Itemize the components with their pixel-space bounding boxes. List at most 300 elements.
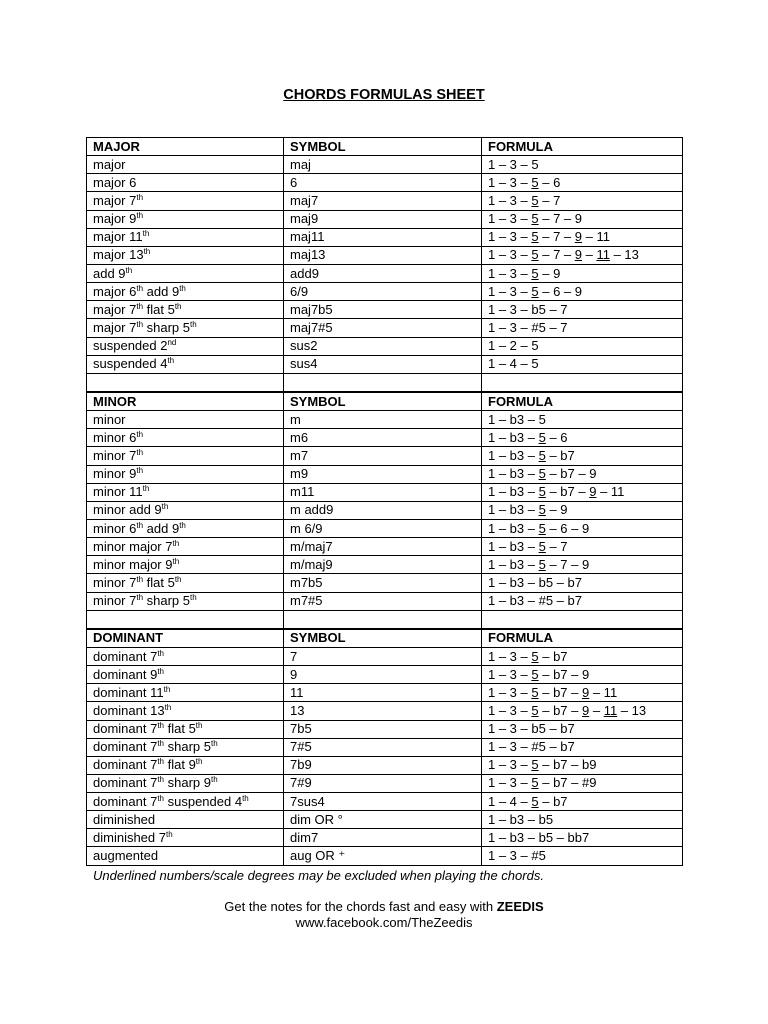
symbol-cell: m 6/9 — [284, 519, 482, 537]
formula-cell — [482, 429, 683, 447]
symbol-cell: m9 — [284, 465, 482, 483]
promo-text: Get the notes for the chords fast and easy with — [224, 899, 497, 914]
chord-column-header: MAJOR — [87, 138, 284, 156]
formula-cell — [482, 756, 683, 774]
formula-text: 1 – b3 – — [488, 484, 539, 500]
symbol-cell: m7 — [284, 447, 482, 465]
formula-text: 1 – 3 – #5 — [488, 848, 546, 864]
chord-name-text: major 13 — [93, 247, 144, 263]
chord-name-text: dominant 9 — [93, 666, 158, 682]
chord-name-text: major 7 — [93, 319, 137, 335]
formula-text: 1 – 3 – — [488, 265, 532, 281]
table-row — [87, 483, 683, 501]
formula-text: – 9 — [545, 502, 568, 518]
section-header-row — [87, 392, 683, 411]
table-row — [87, 574, 683, 592]
chord-name-cell — [87, 210, 284, 228]
ordinal-suffix: th — [163, 684, 171, 694]
chord-name-text: minor major 7 — [93, 538, 173, 554]
ordinal-suffix: th — [157, 648, 164, 658]
symbol-cell: sus2 — [284, 337, 482, 355]
formula-cell — [482, 264, 683, 282]
chord-column-header: MINOR — [87, 392, 284, 411]
formula-text: 1 – b3 – — [488, 502, 539, 518]
chord-name-text: minor — [93, 411, 126, 427]
empty-cell — [482, 610, 683, 629]
chord-name-text: diminished — [93, 811, 156, 827]
symbol-cell: maj9 — [284, 210, 482, 228]
formula-text: 1 – 3 – 5 — [488, 156, 539, 172]
table-row — [87, 429, 683, 447]
symbol-cell: maj7 — [284, 192, 482, 210]
empty-cell — [87, 610, 284, 629]
formula-text: 1 – 3 – #5 – 7 — [488, 319, 568, 335]
chord-name-text: dominant 11 — [93, 684, 164, 700]
table-row — [87, 411, 683, 429]
symbol-column-header: SYMBOL — [284, 392, 482, 411]
formula-cell — [482, 156, 683, 174]
formula-cell — [482, 301, 683, 319]
formula-text: 1 – 3 – — [488, 229, 532, 245]
symbol-cell: maj7#5 — [284, 319, 482, 337]
optional-degree: 5 — [531, 684, 539, 700]
ordinal-suffix: th — [136, 574, 144, 584]
formula-text: 1 – b3 – b5 – b7 — [488, 574, 582, 590]
formula-cell — [482, 337, 683, 355]
symbol-cell: m — [284, 411, 482, 429]
formula-text: – b7 – — [545, 484, 590, 500]
table-row — [87, 756, 683, 774]
table-row — [87, 192, 683, 210]
ordinal-suffix: th — [136, 447, 144, 457]
formula-cell — [482, 483, 683, 501]
symbol-cell: 6 — [284, 174, 482, 192]
formula-text: – b7 – 9 — [545, 466, 597, 482]
ordinal-suffix: th — [179, 283, 186, 293]
ordinal-suffix: th — [190, 593, 197, 603]
formula-text: – 6 — [538, 174, 561, 190]
chord-name-cell — [87, 174, 284, 192]
formula-text: – b7 – #9 — [538, 775, 597, 791]
formula-cell — [482, 283, 683, 301]
symbol-column-header: SYMBOL — [284, 138, 482, 156]
ordinal-suffix: th — [179, 520, 186, 530]
optional-degree: 5 — [531, 757, 539, 773]
formula-text: 1 – b3 – — [488, 556, 539, 572]
chord-name-cell — [87, 756, 284, 774]
ordinal-suffix: th — [157, 721, 164, 731]
formula-cell — [482, 355, 683, 373]
formula-text: – b7 — [538, 648, 568, 664]
chord-name-text: suspended 4 — [164, 793, 243, 809]
formula-column-header: FORMULA — [482, 392, 683, 411]
formula-cell — [482, 228, 683, 246]
formula-text: – 11 — [596, 484, 625, 500]
formula-text: 1 – b3 – — [488, 429, 539, 445]
ordinal-suffix: th — [125, 265, 133, 275]
ordinal-suffix: th — [157, 775, 164, 785]
ordinal-suffix: th — [210, 739, 218, 749]
formula-text: 1 – 3 – — [488, 174, 532, 190]
table-row — [87, 264, 683, 282]
formula-cell — [482, 574, 683, 592]
table-row — [87, 720, 683, 738]
chord-name-cell — [87, 811, 284, 829]
ordinal-suffix: th — [157, 739, 164, 749]
chord-name-text: add 9 — [93, 265, 126, 281]
chord-name-cell — [87, 283, 284, 301]
chord-name-cell — [87, 228, 284, 246]
chord-name-text: sharp 5 — [143, 593, 191, 609]
optional-degree: 5 — [531, 702, 539, 718]
chord-name-text: augmented — [93, 848, 159, 864]
chord-name-cell — [87, 483, 284, 501]
chord-name-cell — [87, 447, 284, 465]
formula-text: 1 – 3 – — [488, 283, 532, 299]
chord-name-cell — [87, 465, 284, 483]
formula-text: 1 – b3 – 5 — [488, 411, 546, 427]
ordinal-suffix: th — [142, 229, 150, 239]
ordinal-suffix: th — [174, 574, 182, 584]
ordinal-suffix: th — [195, 721, 203, 731]
chord-name-text: minor add 9 — [93, 502, 162, 518]
ordinal-suffix: th — [136, 211, 144, 221]
optional-degree: 5 — [531, 666, 539, 682]
table-row — [87, 301, 683, 319]
symbol-cell: 7b5 — [284, 720, 482, 738]
symbol-cell: dim OR ° — [284, 811, 482, 829]
formula-text: 1 – 3 – — [488, 684, 532, 700]
ordinal-suffix: th — [143, 247, 151, 257]
chord-name-text: dominant 7 — [93, 793, 158, 809]
symbol-cell: m7#5 — [284, 592, 482, 610]
chord-name-text: major 6 — [93, 283, 137, 299]
promo-line — [0, 899, 768, 915]
table-row — [87, 684, 683, 702]
symbol-cell: sus4 — [284, 355, 482, 373]
chord-name-cell — [87, 519, 284, 537]
chord-name-text: dominant 13 — [93, 702, 165, 718]
formula-text: – 7 – — [538, 247, 575, 263]
formula-text: – b7 – — [538, 684, 582, 700]
chord-name-cell — [87, 684, 284, 702]
chord-name-text: suspended 2 — [93, 338, 168, 354]
chord-name-text: minor 7 — [93, 574, 137, 590]
formula-cell — [482, 647, 683, 665]
formula-cell — [482, 720, 683, 738]
formula-text: – 11 — [589, 684, 618, 700]
formula-text: 1 – 3 – b5 – 7 — [488, 301, 568, 317]
formula-text: – 13 — [617, 702, 647, 718]
chord-name-text: dominant 7 — [93, 739, 158, 755]
formula-cell — [482, 829, 683, 847]
ordinal-suffix: th — [195, 757, 203, 767]
formula-column-header: FORMULA — [482, 138, 683, 156]
ordinal-suffix: th — [172, 556, 180, 566]
ordinal-suffix: th — [157, 757, 164, 767]
chord-name-cell — [87, 264, 284, 282]
chord-name-cell — [87, 720, 284, 738]
chord-name-text: major 7 — [93, 301, 137, 317]
formula-cell — [482, 538, 683, 556]
formula-cell — [482, 447, 683, 465]
empty-cell — [87, 373, 284, 392]
table-row — [87, 319, 683, 337]
symbol-cell: 13 — [284, 702, 482, 720]
formula-text: 1 – 3 – — [488, 702, 532, 718]
formula-text: 1 – 4 – 5 — [488, 356, 539, 372]
ordinal-suffix: th — [164, 702, 172, 712]
optional-degree: 5 — [531, 247, 539, 263]
symbol-cell: m7b5 — [284, 574, 482, 592]
chord-name-cell — [87, 666, 284, 684]
symbol-cell: maj13 — [284, 246, 482, 264]
table-row — [87, 829, 683, 847]
table-row — [87, 337, 683, 355]
symbol-column-header: SYMBOL — [284, 629, 482, 648]
ordinal-suffix: th — [136, 319, 144, 329]
symbol-cell: 11 — [284, 684, 482, 702]
chord-name-cell — [87, 355, 284, 373]
formula-cell — [482, 774, 683, 792]
optional-degree: 11 — [603, 702, 618, 718]
formula-text: 1 – b3 – — [488, 466, 539, 482]
table-row — [87, 738, 683, 756]
ordinal-suffix: th — [167, 356, 175, 366]
optional-degree: 5 — [531, 793, 539, 809]
symbol-cell: m11 — [284, 483, 482, 501]
formula-cell — [482, 319, 683, 337]
formula-cell — [482, 811, 683, 829]
chord-name-cell — [87, 647, 284, 665]
formula-text: 1 – b3 – b5 – bb7 — [488, 829, 590, 845]
formula-text: 1 – 3 – — [488, 775, 532, 791]
optional-degree: 9 — [574, 247, 582, 263]
table-row — [87, 174, 683, 192]
table-row — [87, 246, 683, 264]
table-row — [87, 592, 683, 610]
chord-name-cell — [87, 411, 284, 429]
symbol-cell: 6/9 — [284, 283, 482, 301]
table-row — [87, 465, 683, 483]
footnote: Underlined numbers/scale degrees may be excluded when playing the chords. — [93, 868, 544, 883]
symbol-cell: aug OR ⁺ — [284, 847, 482, 865]
formula-text: 1 – b3 – b5 — [488, 811, 554, 827]
optional-degree: 5 — [531, 775, 539, 791]
table-row — [87, 210, 683, 228]
chord-name-text: minor 11 — [93, 484, 143, 500]
ordinal-suffix: th — [190, 319, 197, 329]
table-row — [87, 156, 683, 174]
optional-degree: 5 — [538, 538, 546, 554]
table-row — [87, 811, 683, 829]
chord-name-cell — [87, 429, 284, 447]
symbol-cell: 7b9 — [284, 756, 482, 774]
formula-text: – b7 – 9 — [538, 666, 590, 682]
chord-name-text: minor 9 — [93, 466, 137, 482]
ordinal-suffix: th — [157, 793, 164, 803]
formula-text: 1 – 3 – — [488, 648, 532, 664]
chord-name-text: minor major 9 — [93, 556, 173, 572]
formula-cell — [482, 210, 683, 228]
optional-degree: 5 — [531, 648, 539, 664]
formula-text: 1 – 3 – #5 – b7 — [488, 739, 575, 755]
chord-name-text: flat 5 — [143, 301, 175, 317]
section-header-row — [87, 629, 683, 648]
chord-name-text: dominant 7 — [93, 775, 158, 791]
empty-cell — [284, 610, 482, 629]
optional-degree: 9 — [589, 484, 597, 500]
promo-url[interactable]: www.facebook.com/TheZeedis — [295, 915, 473, 930]
chord-name-text: major 9 — [93, 211, 137, 227]
formula-cell — [482, 738, 683, 756]
formula-text: – — [589, 702, 604, 718]
table-row — [87, 355, 683, 373]
formula-text: – b7 — [538, 793, 568, 809]
empty-cell — [482, 373, 683, 392]
chord-name-cell — [87, 702, 284, 720]
table-row — [87, 519, 683, 537]
optional-degree: 5 — [538, 429, 546, 445]
chord-name-text: suspended 4 — [93, 356, 168, 372]
chord-name-cell — [87, 793, 284, 811]
symbol-cell: maj — [284, 156, 482, 174]
symbol-cell: dim7 — [284, 829, 482, 847]
spacer-row — [87, 610, 683, 629]
formula-text: – 7 – 9 — [538, 211, 582, 227]
optional-degree: 5 — [531, 192, 539, 208]
formula-cell — [482, 411, 683, 429]
formula-text: 1 – 2 – 5 — [488, 338, 539, 354]
optional-degree: 5 — [531, 211, 539, 227]
formula-text: – 11 — [581, 229, 610, 245]
table-row — [87, 228, 683, 246]
ordinal-suffix: th — [242, 793, 249, 803]
symbol-cell: 7 — [284, 647, 482, 665]
formula-text: 1 – 3 – b5 – b7 — [488, 721, 575, 737]
formula-text: – 9 — [538, 265, 561, 281]
formula-text: 1 – 3 – — [488, 757, 532, 773]
ordinal-suffix: th — [136, 466, 144, 476]
symbol-cell: add9 — [284, 264, 482, 282]
chord-name-text: flat 9 — [164, 757, 196, 773]
formula-text: 1 – 4 – — [488, 793, 532, 809]
promo-block — [0, 899, 768, 931]
formula-cell — [482, 519, 683, 537]
ordinal-suffix: th — [174, 301, 182, 311]
formula-text: – 7 — [545, 538, 568, 554]
chord-name-text: sharp 9 — [164, 775, 211, 791]
ordinal-suffix: th — [210, 775, 218, 785]
ordinal-suffix: th — [136, 301, 144, 311]
formula-text: 1 – 3 – — [488, 211, 532, 227]
formula-text: – 6 — [545, 429, 568, 445]
ordinal-suffix: nd — [167, 338, 177, 348]
table-row — [87, 847, 683, 865]
chord-name-cell — [87, 774, 284, 792]
formula-text: – 6 – 9 — [545, 520, 590, 536]
ordinal-suffix: th — [142, 484, 150, 494]
table-row — [87, 666, 683, 684]
formula-cell — [482, 501, 683, 519]
optional-degree: 9 — [581, 702, 590, 718]
table-row — [87, 702, 683, 720]
ordinal-suffix: th — [157, 666, 164, 676]
chord-name-cell — [87, 829, 284, 847]
table-row — [87, 774, 683, 792]
formula-text: – b7 — [545, 447, 575, 463]
formula-cell — [482, 246, 683, 264]
chord-name-cell — [87, 556, 284, 574]
chord-name-cell — [87, 337, 284, 355]
formula-text: – 7 – — [538, 229, 575, 245]
chord-column-header: DOMINANT — [87, 629, 284, 648]
chord-name-cell — [87, 319, 284, 337]
ordinal-suffix: th — [136, 429, 144, 439]
ordinal-suffix: th — [136, 192, 144, 202]
formula-cell — [482, 465, 683, 483]
formula-text: 1 – b3 – #5 – b7 — [488, 593, 582, 609]
chord-name-cell — [87, 738, 284, 756]
chord-name-text: major 11 — [93, 229, 143, 245]
chord-name-cell — [87, 847, 284, 865]
formula-text: – 13 — [609, 247, 639, 263]
optional-degree: 5 — [538, 484, 546, 500]
chord-name-text: diminished 7 — [93, 829, 166, 845]
formula-cell — [482, 684, 683, 702]
chord-name-text: major 6 — [93, 174, 137, 190]
table-row — [87, 283, 683, 301]
chord-name-text: major — [93, 156, 126, 172]
page-title: CHORDS FORMULAS SHEET — [283, 87, 485, 103]
optional-degree: 5 — [538, 502, 546, 518]
symbol-cell: 7#9 — [284, 774, 482, 792]
ordinal-suffix: th — [136, 520, 144, 530]
chord-name-text: sharp 5 — [143, 319, 191, 335]
chord-name-cell — [87, 501, 284, 519]
formula-text: 1 – 3 – — [488, 666, 532, 682]
chord-name-text: flat 5 — [164, 721, 196, 737]
formula-cell — [482, 702, 683, 720]
formula-text: – — [581, 247, 597, 263]
symbol-cell: maj11 — [284, 228, 482, 246]
formula-text: – b7 – — [538, 702, 582, 718]
optional-degree: 5 — [538, 466, 546, 482]
formula-text: – 6 – 9 — [538, 283, 582, 299]
optional-degree: 9 — [581, 684, 590, 700]
chord-name-text: minor 6 — [93, 429, 137, 445]
spacer-row — [87, 373, 683, 392]
symbol-cell: m6 — [284, 429, 482, 447]
symbol-cell: m/maj9 — [284, 556, 482, 574]
symbol-cell: 7sus4 — [284, 793, 482, 811]
optional-degree: 5 — [531, 265, 539, 281]
optional-degree: 11 — [596, 247, 610, 263]
chord-name-text: sharp 5 — [164, 739, 211, 755]
formula-cell — [482, 556, 683, 574]
chord-name-cell — [87, 592, 284, 610]
chord-name-text: minor 7 — [93, 447, 137, 463]
optional-degree: 5 — [538, 520, 546, 536]
ordinal-suffix: th — [136, 593, 144, 603]
formula-cell — [482, 666, 683, 684]
chord-name-text: dominant 7 — [93, 721, 158, 737]
ordinal-suffix: th — [136, 283, 144, 293]
symbol-cell: 9 — [284, 666, 482, 684]
formula-cell — [482, 592, 683, 610]
chord-name-text: minor 7 — [93, 593, 137, 609]
chord-name-text: add 9 — [143, 520, 180, 536]
